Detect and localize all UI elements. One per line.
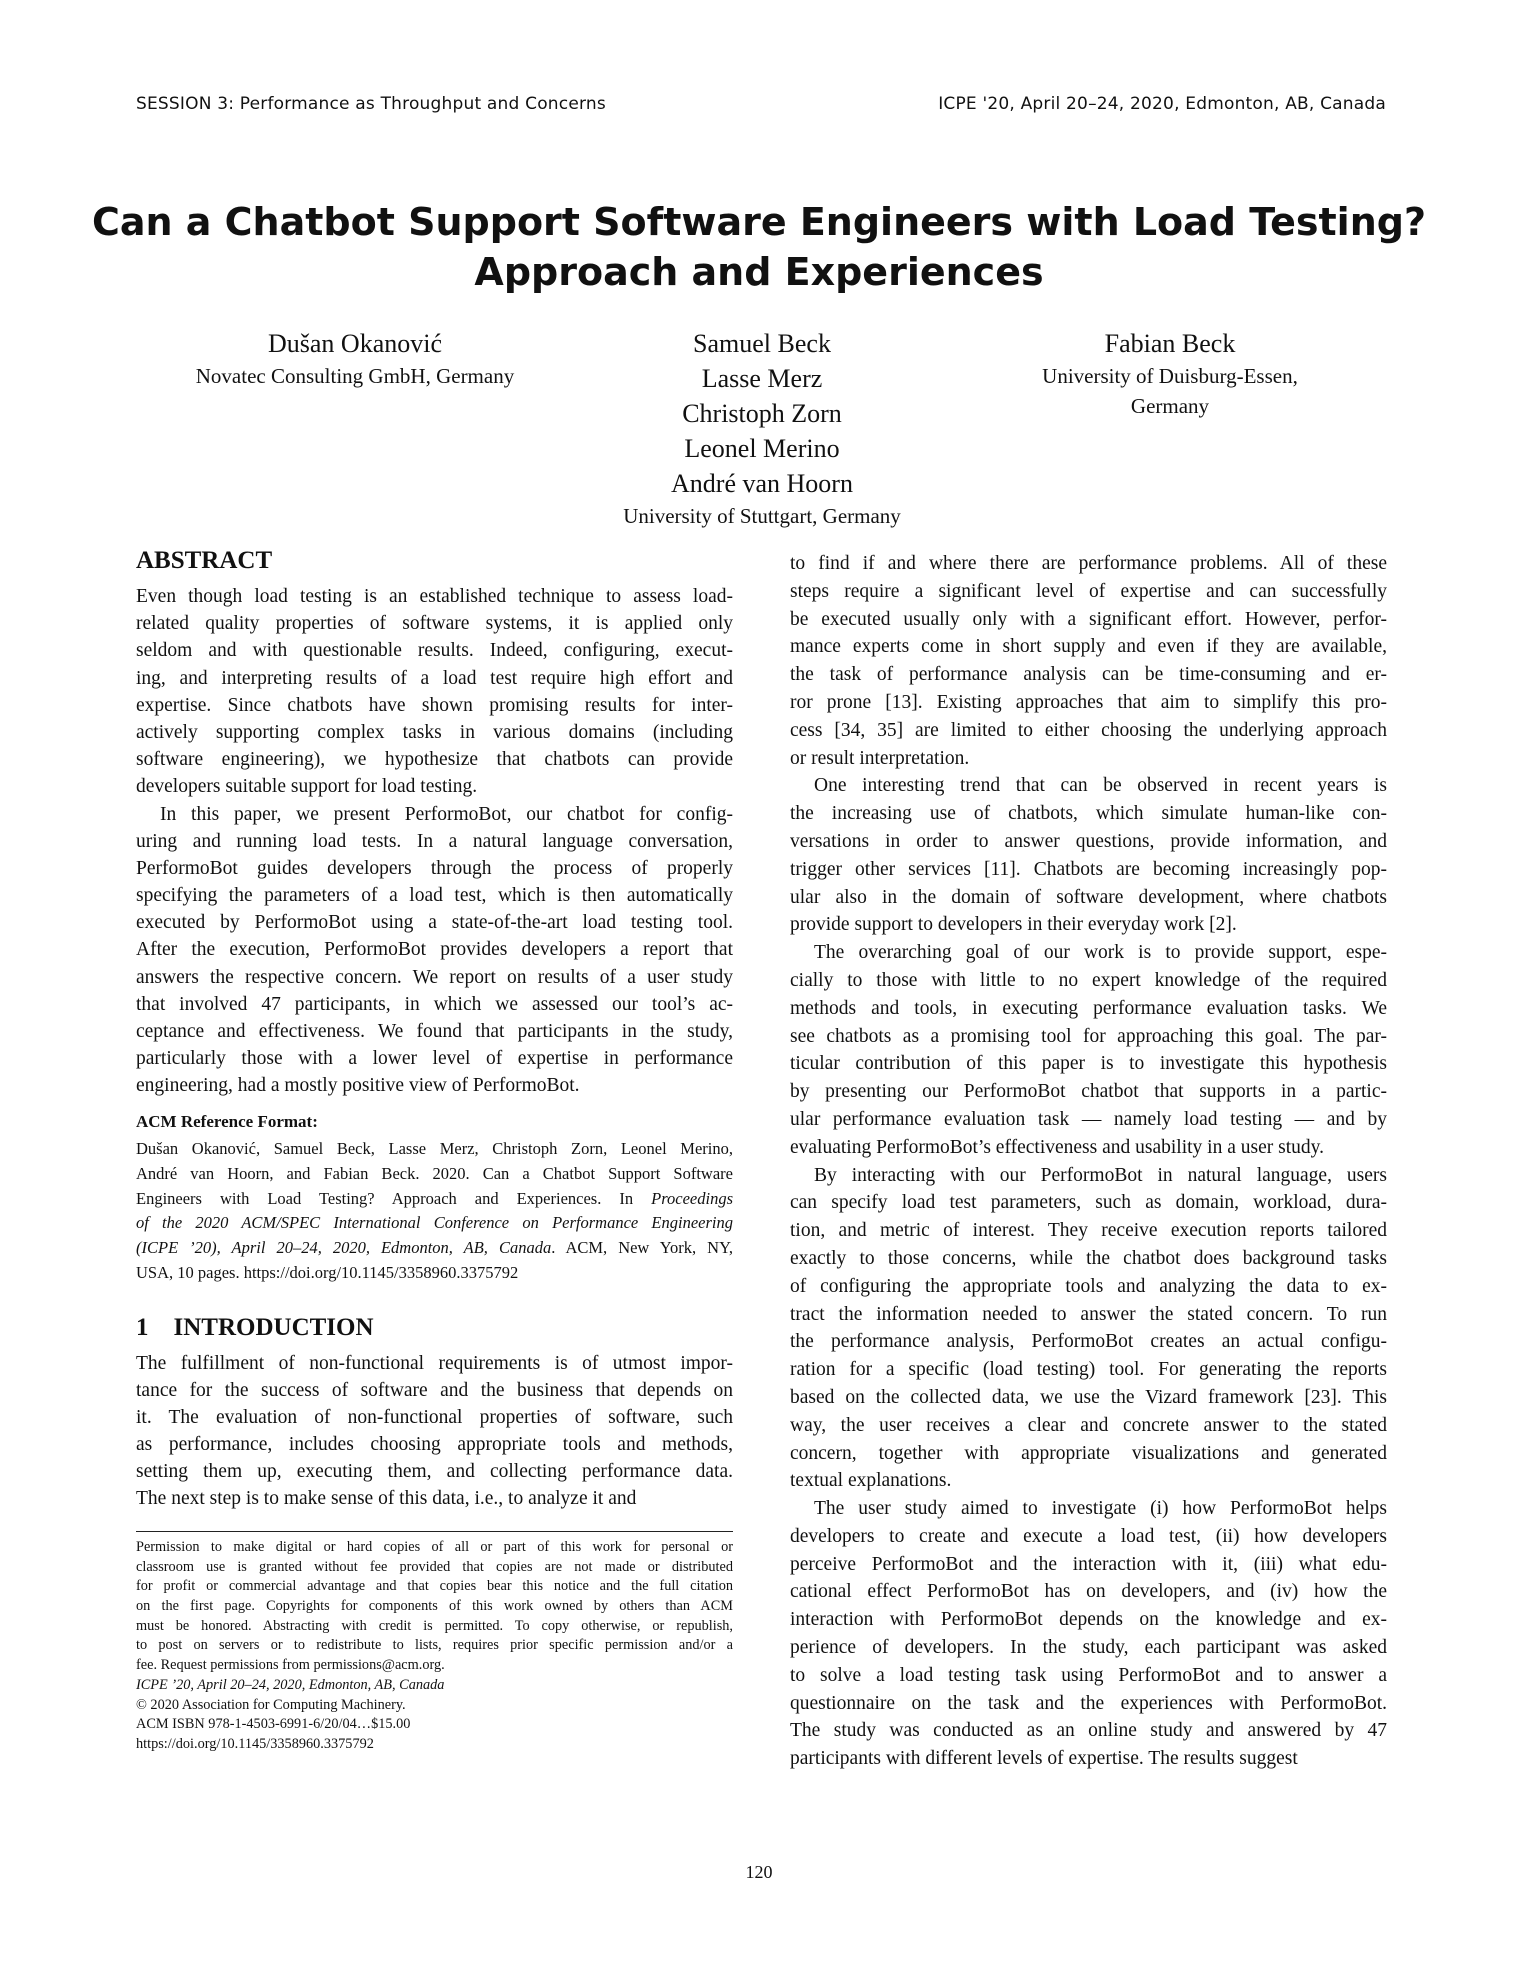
text-line: After the execution, PerformoBot provides developers a report that — [136, 939, 733, 961]
text-line: for profit or commercial advantage and that copies bear this notice and the full citation — [136, 1578, 733, 1595]
text-line: tion, and metric of interest. They receive execution reports tailored — [790, 1220, 1387, 1242]
text-line: The next step is to make sense of this data, i.e., to analyze it and — [136, 1488, 637, 1510]
italic-text: Proceedings — [651, 1188, 733, 1208]
author-affiliation: University of Duisburg-Essen, — [1042, 364, 1298, 388]
text-line: see chatbots as a promising tool for approaching this goal. The par- — [790, 1025, 1387, 1047]
text-line: ceptance and effectiveness. We found that participants in the study, — [136, 1021, 733, 1042]
text-line: of configuring the appropriate tools and analyzing the data to ex- — [790, 1275, 1387, 1297]
text-line: ular also in the domain of software development, where chatbots — [790, 886, 1387, 908]
abstract-body — [136, 583, 733, 1100]
text-line: classroom use is granted without fee provided that copies are not made or distributed — [136, 1558, 733, 1575]
text-line: specifying the parameters of a load test, which is then automatically — [136, 885, 733, 907]
text-line: the task of performance analysis can be time-consuming and er- — [790, 664, 1387, 686]
text-line: to find if and where there are performance problems. All of these — [790, 553, 1387, 574]
text-line: uring and running load tests. In a natural language conversation, — [136, 830, 733, 852]
text-line: The study was conducted as an online study and answered by 47 — [790, 1720, 1387, 1742]
text-line: steps require a significant level of expertise and can successfully — [790, 580, 1387, 602]
text-line: actively supporting complex tasks in various domains (including — [136, 721, 733, 743]
text-line: by presenting our PerformoBot chatbot that supports in a partic- — [790, 1081, 1387, 1103]
text-line: tance for the success of software and the business that depends on — [136, 1380, 733, 1402]
text-line: cially to those with little to no expert knowledge of the required — [790, 969, 1387, 991]
text-line: In this paper, we present PerformoBot, our chatbot for config- — [160, 803, 733, 825]
text-line: related quality properties of software systems, it is applied only — [136, 613, 733, 635]
text-line: as performance, includes choosing appropriate tools and methods, — [136, 1434, 733, 1456]
text-line: seldom and with questionable results. Indeed, configuring, execut- — [136, 640, 733, 662]
italic-text: of the 2020 ACM/SPEC International Conference on Performance Engineering — [136, 1213, 733, 1233]
text-line: ticular contribution of this paper is to investigate this hypothesis — [790, 1053, 1387, 1075]
text-line: provide support to developers in their everyday work [2]. — [790, 914, 1237, 936]
paper-title-line-1: Can a Chatbot Support Software Engineers with Load Testing? — [91, 200, 1426, 244]
author-affiliation: Germany — [1130, 394, 1210, 418]
text-line: exactly to those concerns, while the chatbot does background tasks — [790, 1247, 1387, 1269]
text-line: mance experts come in short supply and even if they are available, — [790, 636, 1387, 658]
text-line: ration for a specific (load testing) tool. For generating the reports — [790, 1359, 1387, 1381]
text-line: can specify load test parameters, such as domain, workload, dura- — [790, 1192, 1387, 1214]
text-span: . ACM, New York, NY, — [551, 1238, 733, 1258]
introduction-body — [136, 1350, 733, 1513]
author-name: Leonel Merino — [684, 434, 840, 463]
author-name: André van Hoorn — [671, 469, 853, 498]
text-line: the increasing use of chatbots, which simulate human-like con- — [790, 803, 1387, 825]
text-line: evaluating PerformoBot’s effectiveness and usability in a user study. — [790, 1136, 1324, 1158]
text-line: the performance analysis, PerformoBot creates an actual configu- — [790, 1331, 1387, 1353]
text-line: ing, and interpreting results of a load test require high effort and — [136, 667, 733, 689]
text-line: cational effect PerformoBot has on developers, and (iv) how the — [790, 1581, 1387, 1603]
reference-format-body — [136, 1137, 733, 1286]
text-line: concern, together with appropriate visualizations and generated — [790, 1442, 1387, 1464]
introduction-heading: 1 INTRODUCTION — [136, 1314, 374, 1341]
text-line: tract the information needed to answer the stated concern. To run — [790, 1303, 1387, 1325]
right-column-body — [790, 550, 1387, 1773]
abstract-heading: ABSTRACT — [136, 547, 273, 574]
text-line: Even though load testing is an established technique to assess load- — [136, 586, 733, 607]
footnote-rule — [136, 1531, 733, 1532]
text-line: to post on servers or to redistribute to lists, requires prior specific permission and/or a — [136, 1637, 733, 1654]
running-header-conference: ICPE '20, April 20–24, 2020, Edmonton, AB, Canada — [938, 94, 1386, 114]
text-line: © 2020 Association for Computing Machinery. — [136, 1696, 406, 1713]
author-affiliation: University of Stuttgart, Germany — [623, 504, 901, 528]
text-line: One interesting trend that can be observed in recent years is — [814, 775, 1387, 797]
author-name: Samuel Beck — [693, 329, 831, 358]
author-affiliation: Novatec Consulting GmbH, Germany — [195, 364, 515, 388]
text-line: be executed usually only with a significant effort. However, perfor- — [790, 608, 1387, 630]
text-line: setting them up, executing them, and collecting performance data. — [136, 1461, 733, 1483]
text-line: way, the user receives a clear and concrete answer to the stated — [790, 1414, 1387, 1436]
text-line: By interacting with our PerformoBot in natural language, users — [814, 1164, 1387, 1186]
text-line: textual explanations. — [790, 1470, 952, 1492]
author-name: Christoph Zorn — [682, 399, 842, 428]
text-line: it. The evaluation of non-functional properties of software, such — [136, 1407, 733, 1429]
author-block-2 — [552, 326, 972, 531]
text-line: perceive PerformoBot and the interaction with it, (iii) what edu- — [790, 1553, 1387, 1575]
text-line: particularly those with a lower level of expertise in performance — [136, 1048, 733, 1070]
text-line: questionnaire on the task and the experiences with PerformoBot. — [790, 1692, 1387, 1714]
text-line: PerformoBot guides developers through the process of properly — [136, 857, 733, 879]
paper-title-line-2: Approach and Experiences — [474, 250, 1044, 294]
text-line: must be honored. Abstracting with credit is permitted. To copy otherwise, or republish, — [136, 1617, 733, 1634]
text-line: ror prone [13]. Existing approaches that aim to simplify this pro- — [790, 691, 1387, 713]
text-line: trigger other services [11]. Chatbots are becoming increasingly pop- — [790, 858, 1387, 880]
text-line: based on the collected data, we use the Vizard framework [23]. This — [790, 1386, 1387, 1408]
text-line: Permission to make digital or hard copies of all or part of this work for personal or — [136, 1539, 733, 1555]
author-name: Lasse Merz — [701, 364, 823, 393]
page-number: 120 — [745, 1862, 773, 1882]
text-line: https://doi.org/10.1145/3358960.3375792 — [136, 1735, 374, 1752]
text-line: engineering, had a mostly positive view of PerformoBot. — [136, 1075, 580, 1097]
text-line: answers the respective concern. We report on results of a user study — [136, 966, 733, 988]
text-line: expertise. Since chatbots have shown promising results for inter- — [136, 694, 733, 716]
text-line — [136, 1236, 733, 1261]
author-block-3 — [960, 326, 1380, 421]
text-line: to solve a load testing task using PerformoBot and to answer a — [790, 1664, 1387, 1686]
text-line: USA, 10 pages. https://doi.org/10.1145/3358960.3375792 — [136, 1262, 519, 1282]
author-name: Dušan Okanović — [267, 329, 442, 358]
text-line: interaction with PerformoBot depends on the knowledge and ex- — [790, 1609, 1387, 1631]
text-line: methods and tools, in executing performance evaluation tasks. We — [790, 997, 1387, 1019]
text-line — [136, 1676, 733, 1696]
text-line: developers to create and execute a load test, (ii) how developers — [790, 1525, 1387, 1547]
text-line: versations in order to answer questions, provide information, and — [790, 830, 1387, 852]
text-line: software engineering), we hypothesize that chatbots can provide — [136, 749, 733, 771]
copyright-footnote — [136, 1538, 733, 1755]
italic-text: ICPE ’20, April 20–24, 2020, Edmonton, AB, Canada — [136, 1676, 445, 1693]
text-line — [136, 1187, 733, 1212]
text-line: that involved 47 participants, in which we assessed our tool’s ac- — [136, 993, 733, 1015]
text-line: The overarching goal of our work is to provide support, espe- — [814, 942, 1387, 964]
text-line: fee. Request permissions from permissions@acm.org. — [136, 1657, 445, 1674]
text-line: developers suitable support for load testing. — [136, 776, 478, 798]
running-header-session: SESSION 3: Performance as Throughput and Concerns — [136, 94, 606, 114]
text-line: The fulfillment of non-functional requirements is of utmost impor- — [136, 1353, 733, 1374]
author-block-1 — [145, 326, 565, 391]
italic-text: (ICPE ’20), April 20–24, 2020, Edmonton, AB, Canada — [136, 1238, 552, 1258]
text-line: André van Hoorn, and Fabian Beck. 2020. Can a Chatbot Support Software — [136, 1163, 733, 1183]
text-line: participants with different levels of expertise. The results suggest — [790, 1748, 1298, 1770]
author-name: Fabian Beck — [1104, 329, 1236, 358]
text-span: Engineers with Load Testing? Approach and Experiences. In — [136, 1188, 652, 1208]
reference-format-heading: ACM Reference Format: — [136, 1112, 318, 1131]
text-line: ular performance evaluation task — namely load testing — and by — [790, 1108, 1387, 1130]
text-line: cess [34, 35] are limited to either choosing the underlying approach — [790, 719, 1387, 741]
text-line: perience of developers. In the study, each participant was asked — [790, 1637, 1387, 1659]
text-line: ACM ISBN 978-1-4503-6991-6/20/04…$15.00 — [136, 1716, 411, 1733]
text-line: on the first page. Copyrights for components of this work owned by others than ACM — [136, 1598, 733, 1615]
text-line: The user study aimed to investigate (i) how PerformoBot helps — [814, 1498, 1387, 1520]
text-line — [136, 1211, 733, 1236]
text-line: Dušan Okanović, Samuel Beck, Lasse Merz, Christoph Zorn, Leonel Merino, — [136, 1139, 733, 1158]
text-line: or result interpretation. — [790, 747, 970, 769]
text-line: executed by PerformoBot using a state-of-the-art load testing tool. — [136, 912, 733, 934]
